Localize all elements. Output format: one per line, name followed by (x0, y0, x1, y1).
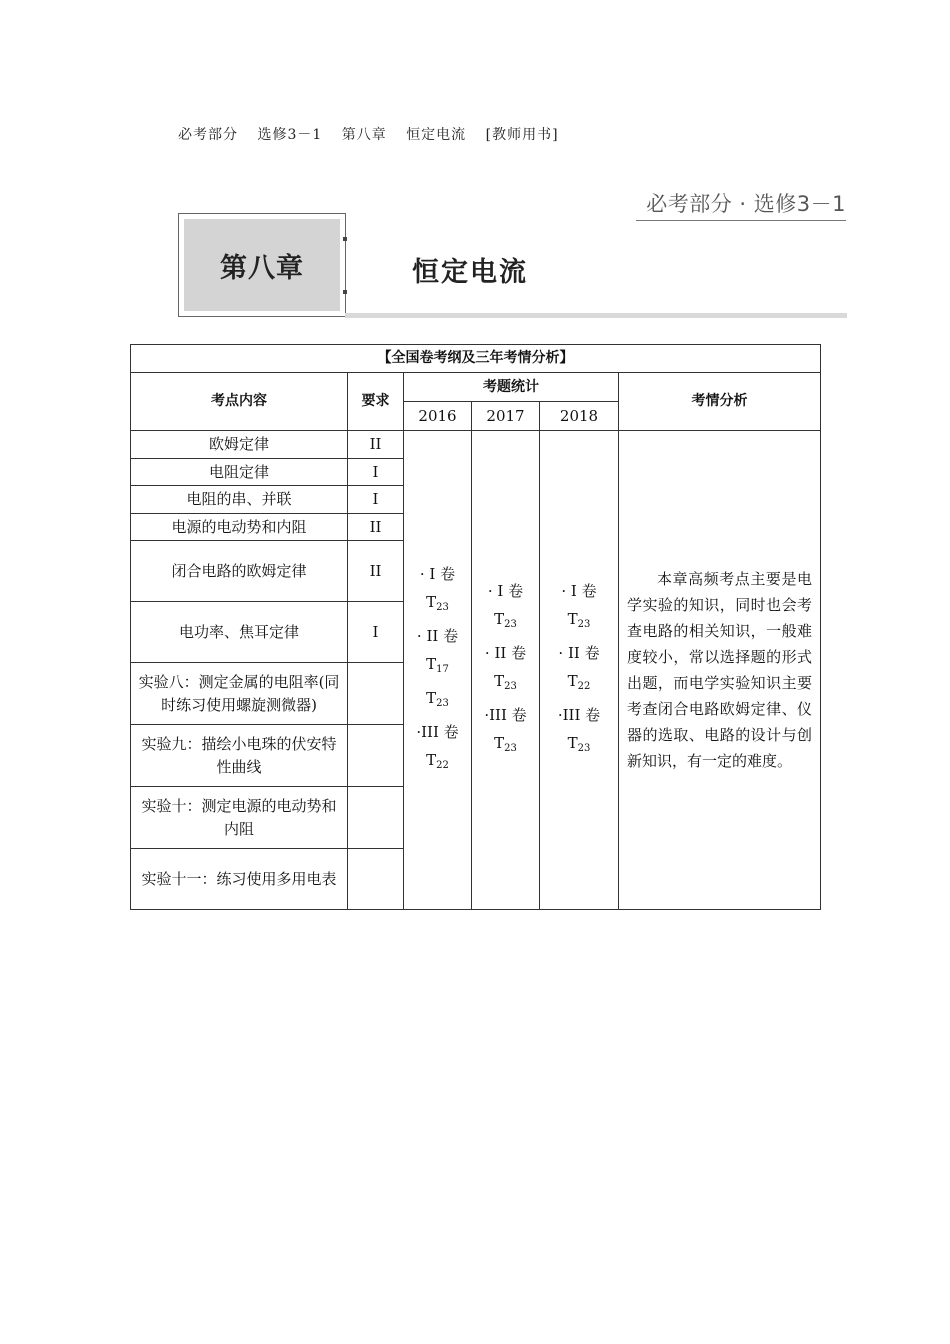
table-caption: 【全国卷考纲及三年考情分析】 (131, 345, 821, 373)
topic-cell: 实验八：测定金属的电阻率(同时练习使用螺旋测微器) (131, 663, 348, 725)
header-part: 第八章 (341, 127, 387, 143)
topic-cell: 欧姆定律 (131, 431, 348, 459)
stat-question: $T_{23}$ (426, 593, 449, 613)
requirement-cell (348, 725, 404, 787)
header-part: [教师用书] (485, 127, 559, 143)
header-analysis: 考情分析 (619, 373, 821, 431)
stat-question: $T_{23}$ (494, 672, 517, 692)
chapter-number: 第八章 (184, 219, 340, 311)
chapter-number-box (178, 213, 346, 317)
requirement-cell: I (348, 602, 404, 663)
topic-cell: 电功率、焦耳定律 (131, 602, 348, 663)
topic-cell: 实验十：测定电源的电动势和内阻 (131, 787, 348, 849)
header-part: 恒定电流 (406, 127, 467, 143)
stat-question: $T_{23}$ (494, 610, 517, 630)
requirement-cell: II (348, 513, 404, 541)
running-header (178, 124, 573, 144)
stats-2017-cell (472, 431, 540, 910)
stat-question: $T_{23}$ (494, 734, 517, 754)
requirement-cell (348, 849, 404, 910)
analysis-cell (619, 431, 821, 910)
stat-question: $T_{23}$ (567, 610, 591, 630)
requirement-cell (348, 787, 404, 849)
stat-label: · II 卷 (484, 644, 527, 662)
decorative-tick (343, 290, 347, 294)
stat-question: $T_{23}$ (567, 734, 591, 754)
requirement-cell: II (348, 541, 404, 602)
requirement-cell: II (348, 431, 404, 459)
chapter-title: 恒定电流 (412, 257, 528, 288)
topic-cell: 电阻定律 (131, 458, 348, 486)
stat-label: · I 卷 (487, 582, 524, 600)
decorative-tick (343, 237, 347, 241)
analysis-text: 本章高频考点主要是电学实验的知识，同时也会考查电路的相关知识，一般难度较小，常以选择题的形式出题，而电学实验知识主要考查闭合电路欧姆定律、仪器的选取、电路的设计与创新知识，有一定的难度。 (627, 570, 813, 770)
topic-cell: 电源的电动势和内阻 (131, 513, 348, 541)
chapter-rule (345, 313, 847, 318)
header-year: 2018 (540, 402, 619, 431)
topic-cell: 实验十一：练习使用多用电表 (131, 849, 348, 910)
table-row (131, 431, 821, 459)
stat-label: ·III 卷 (416, 723, 459, 741)
requirement-cell (348, 663, 404, 725)
syllabus-table (130, 344, 821, 910)
header-year: 2016 (404, 402, 472, 431)
topic-cell: 电阻的串、并联 (131, 486, 348, 514)
stat-label: · II 卷 (416, 627, 459, 645)
stats-2016-cell (404, 431, 472, 910)
requirement-cell: I (348, 486, 404, 514)
stat-label: · I 卷 (419, 565, 456, 583)
stat-label: · II 卷 (558, 644, 600, 662)
stat-question: $T_{17}$ (426, 655, 449, 675)
header-stats: 考题统计 (404, 373, 619, 402)
header-part: 选修3－1 (257, 127, 323, 143)
header-part: 必考部分 (178, 127, 238, 143)
header-year: 2017 (472, 402, 540, 431)
stat-question: $T_{22}$ (567, 672, 591, 692)
requirement-cell: I (348, 458, 404, 486)
stat-label: · I 卷 (561, 582, 597, 600)
stats-2018-cell (540, 431, 619, 910)
stat-label: ·III 卷 (557, 706, 601, 724)
section-tag: 必考部分 · 选修3－1 (636, 188, 846, 221)
stat-label: ·III 卷 (484, 706, 527, 724)
stat-question: $T_{23}$ (426, 689, 449, 709)
topic-cell: 闭合电路的欧姆定律 (131, 541, 348, 602)
topic-cell: 实验九：描绘小电珠的伏安特性曲线 (131, 725, 348, 787)
stat-question: $T_{22}$ (426, 751, 449, 771)
header-requirement: 要求 (348, 373, 404, 431)
header-topic: 考点内容 (131, 373, 348, 431)
